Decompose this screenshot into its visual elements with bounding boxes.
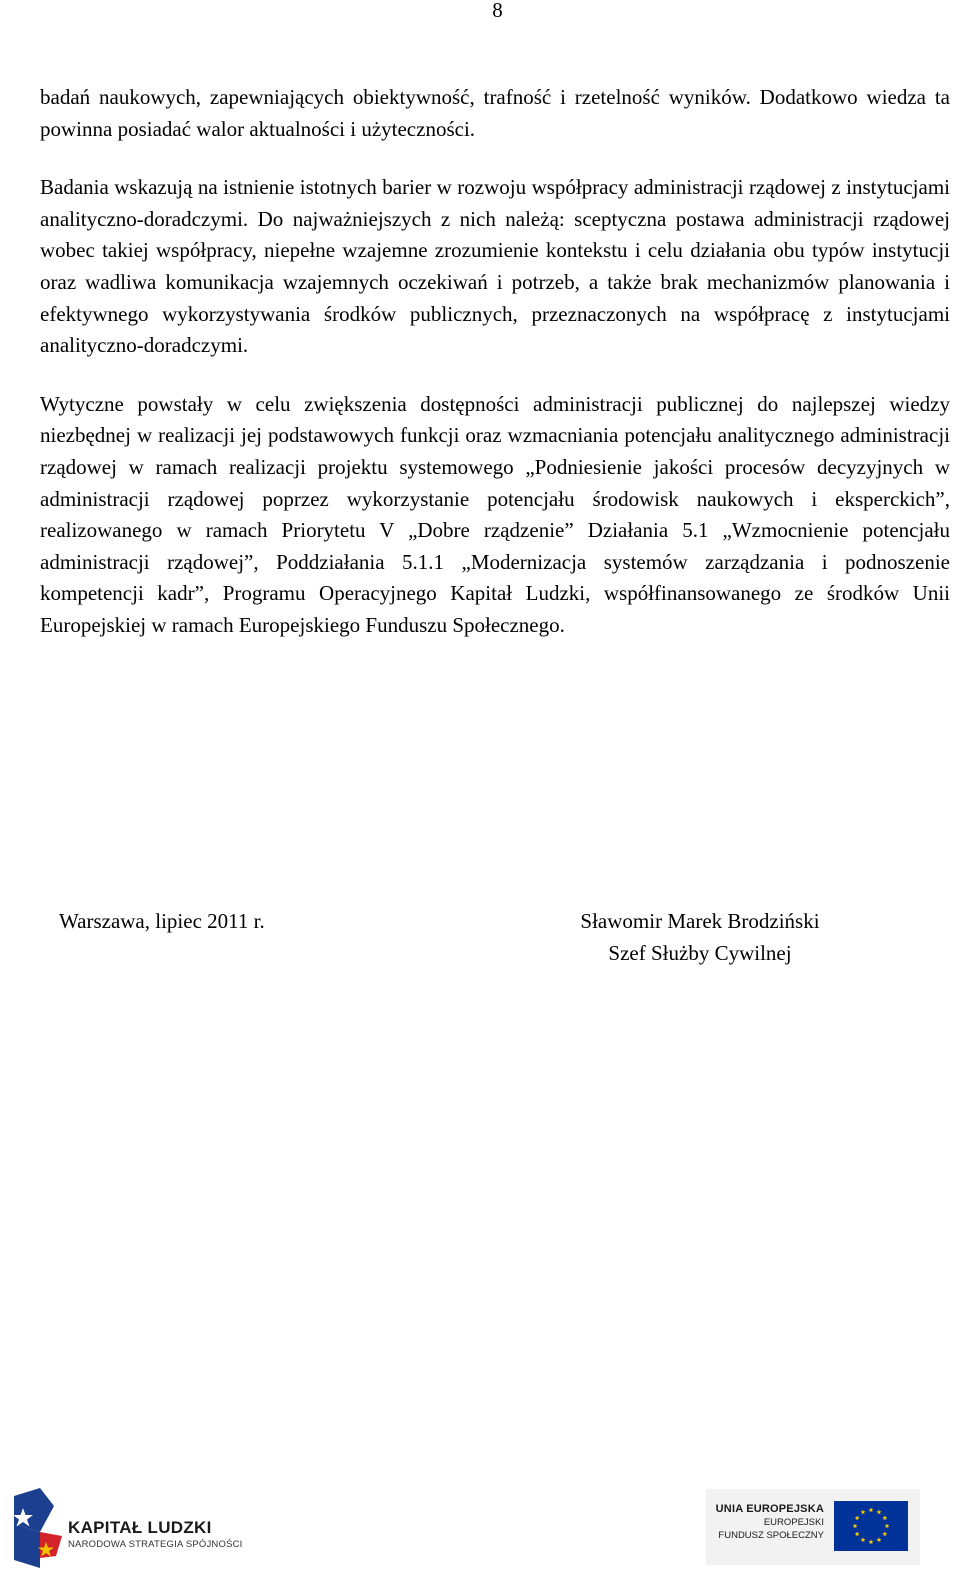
kapital-ludzki-logo bbox=[10, 1488, 250, 1568]
eu-flag-icon bbox=[834, 1501, 908, 1551]
kapital-ludzki-title: KAPITAŁ LUDZKI bbox=[68, 1518, 212, 1537]
signatory-title: Szef Służby Cywilnej bbox=[608, 941, 792, 965]
body-text bbox=[40, 82, 950, 642]
eu-line-european: EUROPEJSKI bbox=[763, 1517, 824, 1528]
signatory-name: Sławomir Marek Brodziński bbox=[580, 909, 820, 933]
eu-line-social-fund: FUNDUSZ SPOŁECZNY bbox=[718, 1530, 824, 1541]
paragraph-3: Wytyczne powstały w celu zwiększenia dostępności administracji publicznej do najlepszej wiedzy niezbędnej w realizacji jej podstawowych funkcji oraz wzmacniania potencjału analitycznego administracji rządowej w ramach realizacji projektu systemowego „Podniesienie jakości procesów decyzyjnych w administracji rządowej poprzez wykorzystanie potencjału środowisk naukowych i eksperckich”, realizowanego w ramach Priorytetu V „Dobre rządzenie” Działania 5.1 „Wzmocnienie potencjału administracji rządowej”, Poddziałania 5.1.1 „Modernizacja systemów zarządzania i podnoszenie kompetencji kadr”, Programu Operacyjnego Kapitał Ludzki, współfinansowanego ze środków Unii Europejskiej w ramach Europejskiego Funduszu Społecznego. bbox=[40, 391, 950, 637]
page-number: 8 bbox=[492, 0, 503, 22]
eu-logo-text bbox=[716, 1503, 824, 1542]
signature-block bbox=[540, 905, 860, 969]
place-and-date: Warszawa, lipiec 2011 r. bbox=[59, 909, 265, 933]
eu-logo bbox=[706, 1489, 920, 1565]
eu-line-union: UNIA EUROPEJSKA bbox=[715, 1503, 824, 1515]
paragraph-2: Badania wskazują na istnienie istotnych barier w rozwoju współpracy administracji rządowej z instytucjami analityczno-doradczymi. Do najważniejszych z nich należą: sceptyczna postawa administracji rządowej wobec takiej współpracy, niepełne wzajemne zrozumienie kontekstu i celu działania obu typów instytucji oraz wadliwa komunikacja wzajemnych oczekiwań i potrzeb, a także brak mechanizmów planowania i efektywnego wykorzystywania środków publicznych, przeznaczonych na współpracę z instytucjami analityczno-doradczymi. bbox=[40, 175, 950, 358]
kapital-ludzki-subtitle: NARODOWA STRATEGIA SPÓJNOŚCI bbox=[68, 1539, 243, 1550]
kapital-ludzki-logo-icon bbox=[10, 1488, 66, 1568]
paragraph-1: badań naukowych, zapewniających obiektywność, trafność i rzetelność wyników. Dodatkowo wiedza ta powinna posiadać walor aktualności i użyteczności. bbox=[40, 85, 950, 141]
